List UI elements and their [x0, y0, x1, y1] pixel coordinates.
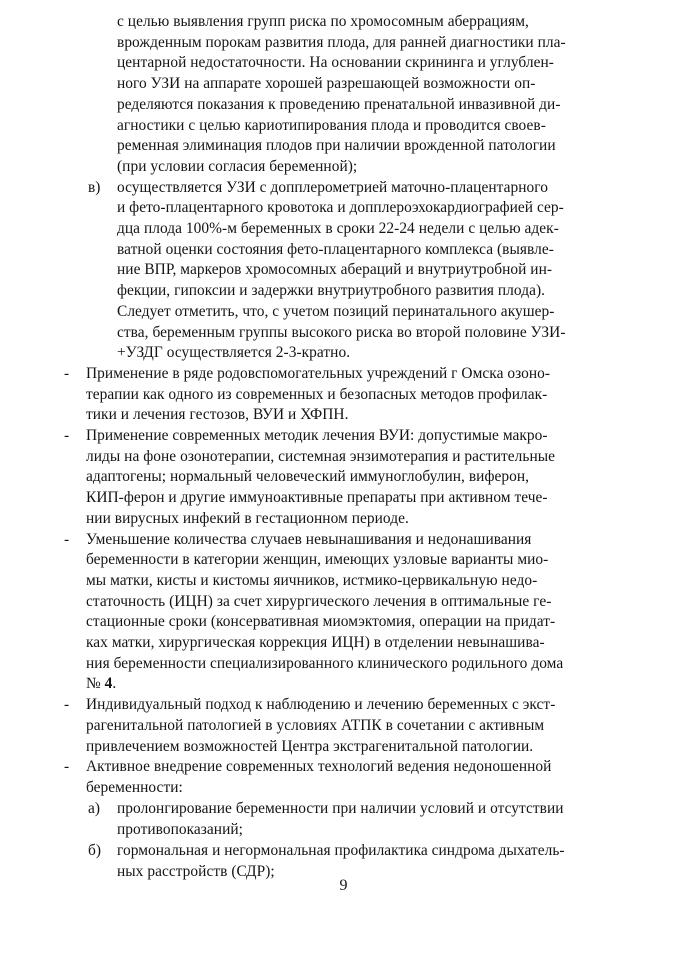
- bullet-marker: -: [64, 758, 70, 775]
- text-line: ства, беременным группы высокого риска во второй половине УЗИ-: [117, 324, 566, 341]
- text-line: ние ВПР, маркеров хромосомных абераций и внутриутробной ин-: [117, 261, 553, 278]
- text-line: фекции, гипоксии и задержки внутриутробного развития плода).: [117, 282, 546, 299]
- text-line: беременности в категории женщин, имеющих узловые варианты мио-: [86, 551, 549, 568]
- text-line: нии вирусных инфекий в гестационном периоде.: [86, 510, 409, 527]
- text-line: с целью выявления групп риска по хромосомным аберрациям,: [117, 13, 529, 30]
- text-line: дца плода 100%-м беременных в сроки 22-24 недели с целью адек-: [117, 220, 559, 237]
- text-line: ределяются показания к проведению пренатальной инвазивной ди-: [117, 96, 561, 113]
- text-line: стационные сроки (консервативная миомэктомия, операции на придат-: [86, 613, 556, 630]
- text-line: противопоказаний;: [117, 821, 243, 838]
- text-line: лиды на фоне озонотерапии, системная энзимотерапия и растительные: [86, 448, 556, 465]
- text-line: мы матки, кисты и кистомы яичников, истмико-цервикальную недо-: [86, 572, 538, 589]
- text-line: ватной оценки состояния фето-плацентарного комплекса (выявле-: [117, 241, 554, 258]
- maternity-home-number: 4: [104, 675, 113, 692]
- text-line: ного УЗИ на аппарате хорошей разрешающей возможности оп-: [117, 75, 536, 92]
- text-line: Применение в ряде родовспомогательных учреждений г Омска озоно-: [86, 365, 551, 382]
- text-line: статочность (ИЦН) за счет хирургического лечения в оптимальные ге-: [86, 593, 552, 610]
- text-line: +УЗДГ осуществляется 2-3-кратно.: [117, 344, 351, 361]
- text-line: ных расстройств (СДР);: [117, 863, 275, 880]
- text-line: врожденным порокам развития плода, для ранней диагностики пла-: [117, 34, 566, 51]
- text-line: Индивидуальный подход к наблюдению и лечению беременных с экст-: [86, 696, 556, 713]
- text-line: ния беременности специализированного клинического родильного дома: [86, 655, 564, 672]
- text-line: беременности:: [86, 779, 183, 796]
- bullet-marker: -: [64, 365, 70, 382]
- text-line: ременная элиминация плодов при наличии врожденной патологии: [117, 137, 556, 154]
- list-marker: а): [88, 800, 100, 817]
- text-line: центарной недостаточности. На основании скрининга и углублен-: [117, 54, 554, 71]
- text-line: Уменьшение количества случаев невынашивания и недонашивания: [86, 531, 532, 548]
- text-line: рагенитальной патологией в условиях АТПК в сочетании с активным: [86, 717, 545, 734]
- period: .: [112, 675, 117, 692]
- text-line: тики и лечения гестозов, ВУИ и ХФПН.: [86, 406, 349, 423]
- list-marker: б): [88, 842, 101, 859]
- text-line: Активное внедрение современных технологий ведения недоношенной: [86, 758, 552, 775]
- text-line: осуществляется УЗИ с допплерометрией маточно-плацентарного: [117, 179, 548, 196]
- number-sign: №: [86, 675, 105, 692]
- list-marker: в): [88, 179, 101, 196]
- text-line: адаптогены; нормальный человеческий иммуноглобулин, виферон,: [86, 468, 530, 485]
- text-line: [86, 674, 116, 694]
- bullet-marker: -: [64, 696, 70, 713]
- bullet-marker: -: [64, 531, 70, 548]
- text-line: терапии как одного из современных и безопасных методов профилак-: [86, 386, 548, 403]
- text-line: (при условии согласия беременной);: [117, 158, 358, 175]
- text-line: привлечением возможностей Центра экстрагенитальной патологии.: [86, 738, 534, 755]
- text-line: КИП-ферон и другие иммуноактивные препараты при активном тече-: [86, 489, 548, 506]
- text-line: пролонгирование беременности при наличии условий и отсутствии: [117, 800, 564, 817]
- text-line: Применение современных методик лечения ВУИ: допустимые макро-: [86, 427, 548, 444]
- bullet-marker: -: [64, 427, 70, 444]
- text-line: Следует отметить, что, с учетом позиций перинатального акушер-: [117, 303, 555, 320]
- text-line: гормональная и негормональная профилактика синдрома дыхатель-: [117, 842, 565, 859]
- text-line: ках матки, хирургическая коррекция ИЦН) в отделении невынашива-: [86, 634, 545, 651]
- page-number: 9: [339, 877, 348, 894]
- text-line: агностики с целью кариотипирования плода и проводится своев-: [117, 117, 546, 134]
- text-line: и фето-плацентарного кровотока и допплероэхокардиографией сер-: [117, 199, 564, 216]
